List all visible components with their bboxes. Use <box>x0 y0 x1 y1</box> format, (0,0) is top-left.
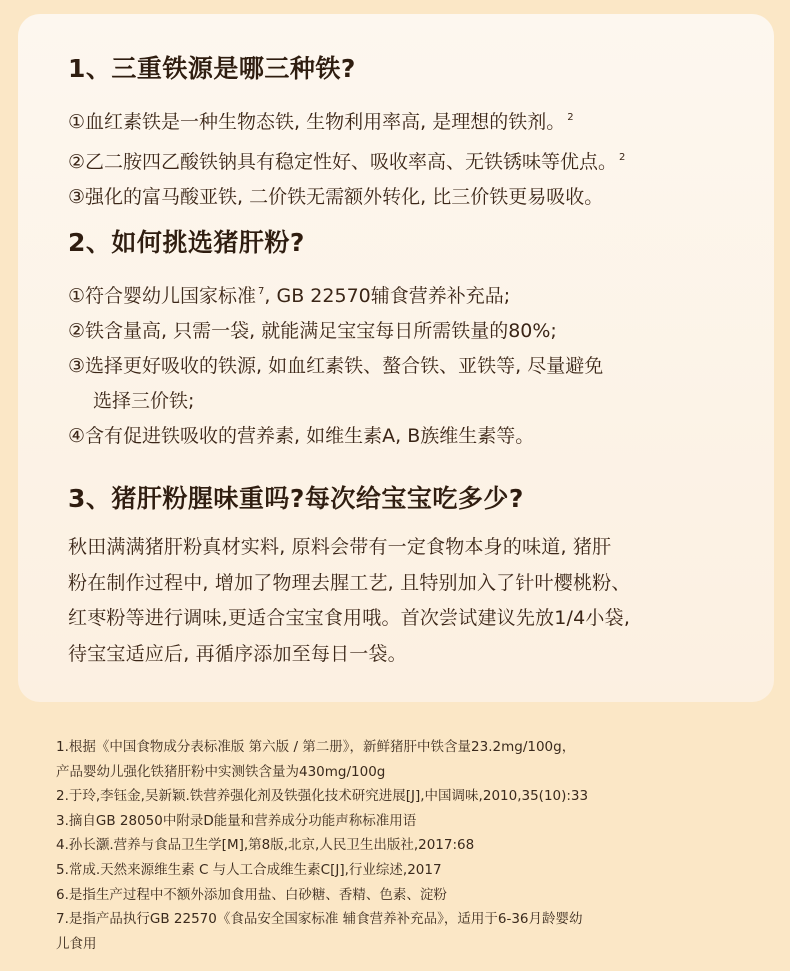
question-title: 2、如何挑选猪肝粉? <box>68 228 305 257</box>
answer-item <box>68 140 758 180</box>
answer-item: ②铁含量高, 只需一袋, 就能满足宝宝每日所需铁量的80%; <box>68 320 557 342</box>
answer-text: ①血红素铁是一种生物态铁, 生物利用率高, 是理想的铁剂。 <box>68 111 566 133</box>
answer-item: ④含有促进铁吸收的营养素, 如维生素A, B族维生素等。 <box>68 425 535 447</box>
answer-text: ①符合婴幼儿国家标准 <box>68 285 257 307</box>
question-title: 1、三重铁源是哪三种铁? <box>68 54 356 83</box>
footnote-ref: 2 <box>619 152 626 163</box>
reference-line: 4.孙长灏.营养与食品卫生学[M],第8版,北京,人民卫生出版社,2017:68 <box>56 837 475 854</box>
faq-section-iron-sources <box>68 52 758 215</box>
question-title: 3、猪肝粉腥味重吗?每次给宝宝吃多少? <box>68 484 524 513</box>
answer-item <box>68 274 758 314</box>
reference-line: 儿食用 <box>56 935 97 952</box>
answer-item: ③选择更好吸收的铁源, 如血红素铁、螯合铁、亚铁等, 尽量避免 <box>68 355 604 377</box>
faq-card <box>18 14 774 702</box>
footnote-ref: 7 <box>258 286 265 297</box>
answer-paragraph <box>68 530 758 672</box>
footnote-ref: 2 <box>567 112 574 123</box>
answer-text: ②乙二胺四乙酸铁钠具有稳定性好、吸收率高、无铁锈味等优点。 <box>68 151 618 173</box>
reference-line: 5.常成.天然来源维生素 C 与人工合成维生素C[J],行业综述,2017 <box>56 861 442 878</box>
faq-section-how-to-choose <box>68 226 758 454</box>
answer-item <box>68 100 758 140</box>
paragraph-line: 红枣粉等进行调味,更适合宝宝食用哦。首次尝试建议先放1/4小袋, <box>68 607 631 629</box>
answer-item <box>68 180 758 215</box>
reference-line: 6.是指生产过程中不额外添加食用盐、白砂糖、香精、色素、淀粉 <box>56 886 447 903</box>
faq-section-taste-dosage <box>68 482 758 672</box>
reference-line: 1.根据《中国食物成分表标准版 第六版 / 第二册》，新鲜猪肝中铁含量23.2mg/100g， <box>56 739 576 755</box>
answer-text: , GB 22570辅食营养补充品; <box>264 285 511 307</box>
paragraph-line: 粉在制作过程中, 增加了物理去腥工艺, 且特别加入了针叶樱桃粉、 <box>68 571 631 594</box>
answer-item-continued: 选择三价铁; <box>93 390 195 412</box>
paragraph-line: 秋田满满猪肝粉真材实料, 原料会带有一定食物本身的味道, 猪肝 <box>68 536 612 558</box>
reference-line: 2.于玲,李钰金,吴新颖.铁营养强化剂及铁强化技术研究进展[J],中国调味,2010,35(10):33 <box>56 788 589 805</box>
paragraph-line: 待宝宝适应后, 再循序添加至每日一袋。 <box>68 642 407 665</box>
reference-line: 3.摘自GB 28050中附录D能量和营养成分功能声称标准用语 <box>56 812 417 829</box>
references-list <box>56 735 746 956</box>
reference-line: 7.是指产品执行GB 22570《食品安全国家标准 辅食营养补充品》，适用于6-36月龄婴幼 <box>56 911 583 928</box>
answer-text: ③强化的富马酸亚铁, 二价铁无需额外转化, 比三价铁更易吸收。 <box>68 186 604 208</box>
reference-line: 产品婴幼儿强化铁猪肝粉中实测铁含量为430mg/100g <box>56 763 386 780</box>
